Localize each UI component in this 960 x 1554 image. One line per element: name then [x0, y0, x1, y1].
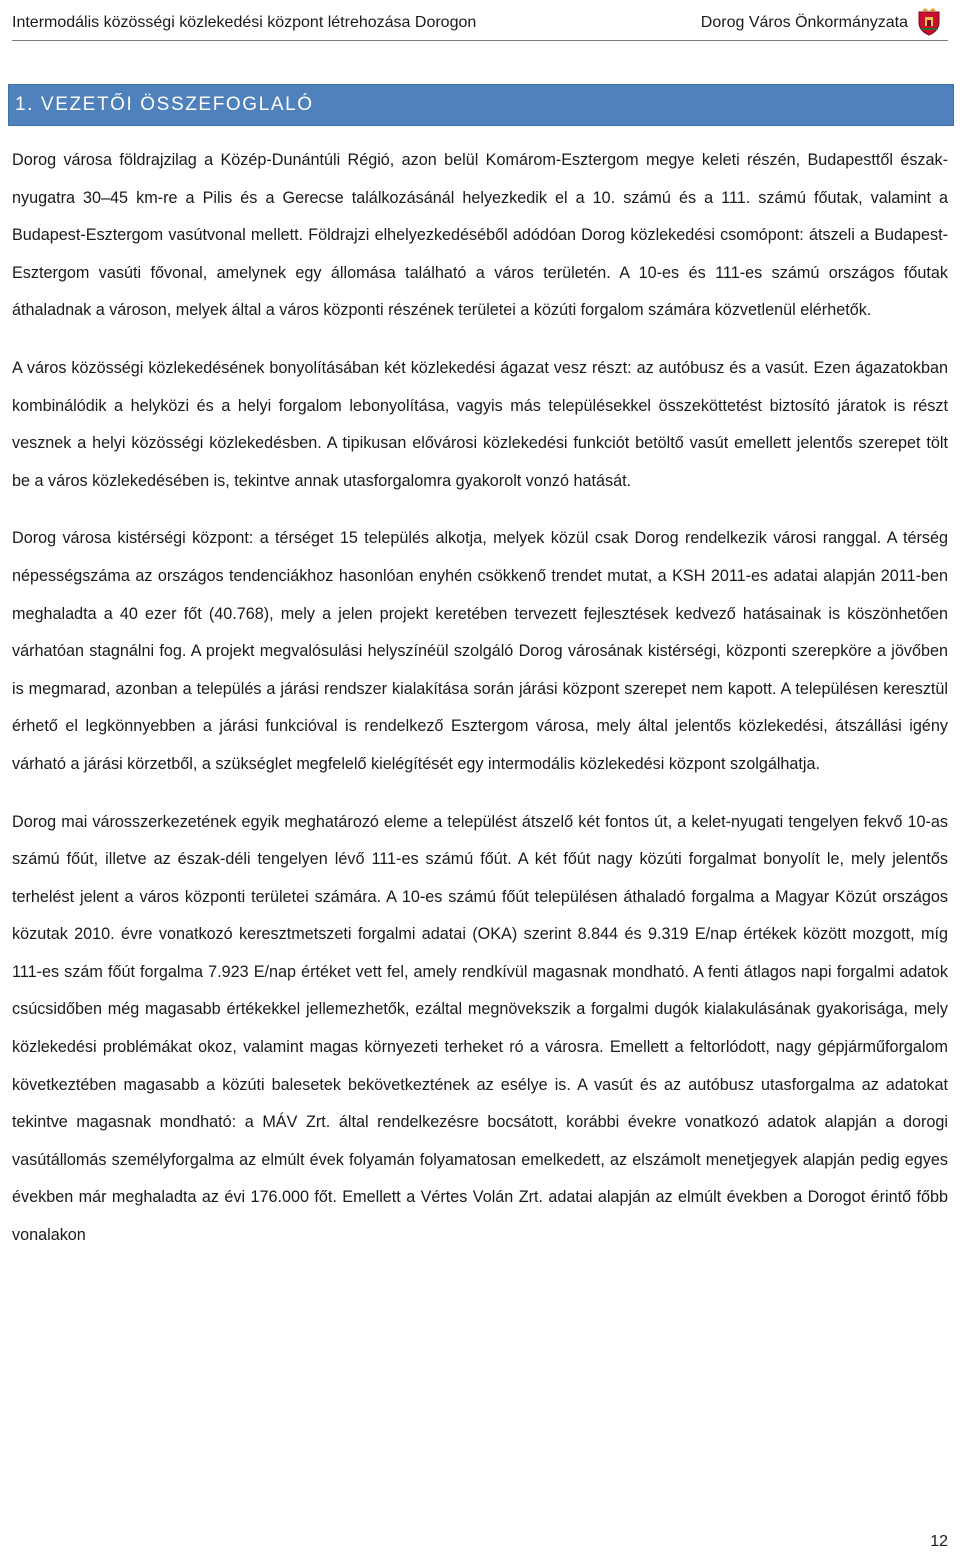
paragraph: Dorog városa kistérségi központ: a térséget 15 település alkotja, melyek közül csak Dorog rendelkezik városi ranggal. A térség népességszáma az országos tendenciákhoz hasonlóan enyhén csökkenő trendet mutat, a KSH 2011-es adatai alapján 2011-ben meghaladta a 40 ezer főt (40.768), mely a jelen projekt keretében tervezett fejlesztések kedvező hatásainak is köszönhetően várhatóan stagnálni fog. A projekt megvalósulási helyszínéül szolgáló Dorog városának kistérségi, központi szerepköre a jövőben is megmarad, azonban a település a járási rendszer kialakítása során járási központ szerepet nem kapott. A településen keresztül érhető el legkönnyebben a járási funkcióval is rendelkező Esztergom városa, mely által jelentős közlekedési, átszállási igény várható a járási körzetből, a szükséglet megfelelő kielégítését egy intermodális közlekedési központ szolgálhatja. [12, 529, 948, 773]
section-heading-bar [8, 84, 954, 126]
paragraph: Dorog városa földrajzilag a Közép-Dunántúli Régió, azon belül Komárom-Esztergom megye keleti részén, Budapesttől észak-nyugatra 30–45 km-re a Pilis és a Gerecse találkozásánál helyezkedik el a 10. számú és a 111. számú főutak, valamint a Budapest-Esztergom vasútvonal mellett. Földrajzi elhelyezkedéséből adódóan Dorog közlekedési csomópont: átszeli a Budapest-Esztergom vasúti fővonal, amelynek egy állomása található a város területén. A 10-es és 111-es számú országos főutak áthaladnak a városon, melyek által a város központi részének területei a közúti forgalom számára közvetlenül elérhetők. [12, 151, 948, 320]
document-title: Intermodális közösségi közlekedési központ létrehozása Dorogon [12, 14, 477, 31]
page-header [12, 6, 948, 41]
municipality-name: Dorog Város Önkormányzata [700, 14, 908, 31]
body-text [12, 142, 948, 1275]
paragraph: A város közösségi közlekedésének bonyolításában két közlekedési ágazat vesz részt: az autóbusz és a vasút. Ezen ágazatokban kombinálódik a helyközi és a helyi forgalom lebonyolítása, vagyis más településekkel összeköttetést biztosító járatok is részt vesznek a helyi közösségi közlekedésben. A tipikusan elővárosi közlekedési funkciót betöltő vasút emellett jelentős szerepet tölt be a város közlekedésében is, tekintve annak utasforgalomra gyakorolt vonzó hatását. [12, 358, 948, 490]
page-number: 12 [930, 1533, 948, 1550]
paragraph: Dorog mai városszerkezetének egyik meghatározó eleme a települést átszelő két fontos út, a kelet-nyugati tengelyen fekvő 10-as számú főút, illetve az észak-déli tengelyen lévő 111-es számú főút. A két főút nagy közúti forgalmat bonyolít le, mely jelentős terhelést jelent a város központi területei számára. A 10-es számú főút településen áthaladó forgalma a Magyar Közút országos közutak 2010. évre vonatkozó keresztmetszeti forgalmi adatai (OKA) szerint 8.844 és 9.319 E/nap értékek között mozgott, míg 111-es szám főút forgalma 7.923 E/nap értéket vett fel, amely rendkívül magasnak mondható. A fenti átlagos napi forgalmi adatok csúcsidőben még magasabb értékekkel jellemezhetők, ezáltal megnövekszik a forgalmi dugók kialakulásának gyakorisága, mely közlekedési problémákat okoz, valamint magas környezeti terheket ró a városra. Emellett a feltorlódott, nagy gépjárműforgalom következtében magasabb a közúti balesetek bekövetkeztének az esélye is. A vasút és az autóbusz utasforgalma az adatokat tekintve magasnak mondható: a MÁV Zrt. által rendelkezésre bocsátott, korábbi évekre vonatkozó adatok alapján a dorogi vasútállomás személyforgalma az elmúlt évek folyamán folyamatosan emelkedett, az elszámolt menetjegyek alapján pedig egyes években már meghaladta az évi 176.000 főt. Emellett a Vértes Volán Zrt. adatai alapján az elmúlt években a Dorogot érintő főbb vonalakon [12, 812, 948, 1245]
section-title: 1. VEZETŐI ÖSSZEFOGLALÓ [15, 94, 314, 115]
city-crest-icon [916, 8, 942, 36]
